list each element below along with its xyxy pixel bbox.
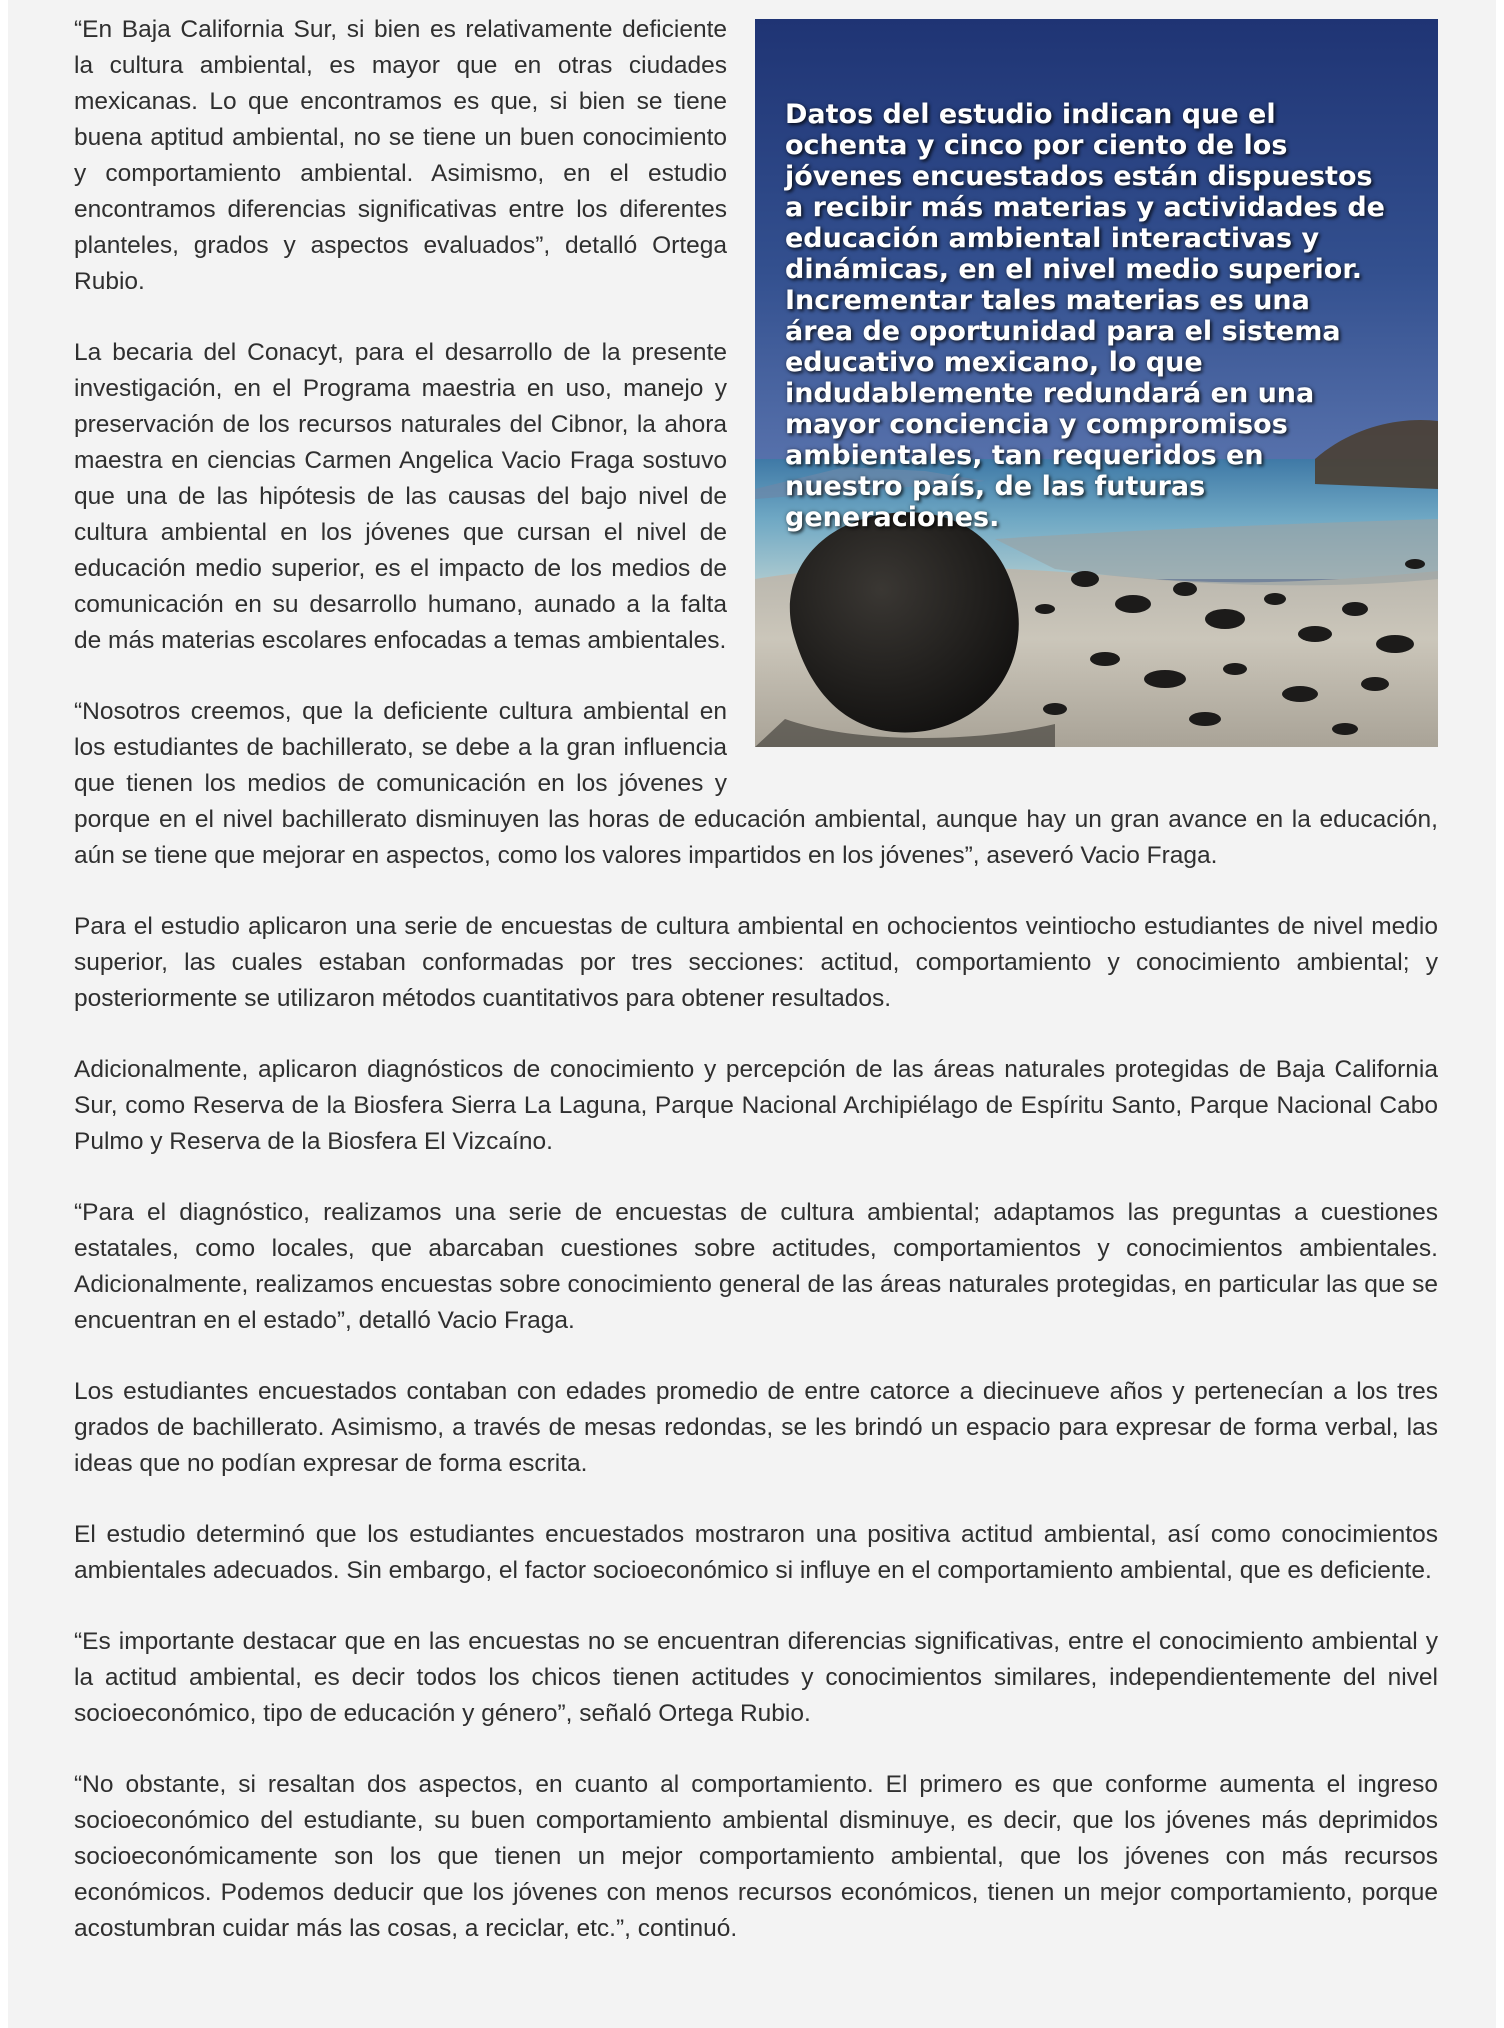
paragraph: Adicionalmente, aplicaron diagnósticos de conocimiento y percepción de las áreas naturales protegidas de Baja California Sur, como Reserva de la Biosfera Sierra La Laguna, Parque Nacional Archipiélago de Espíritu Santo, Parque Nacional Cabo Pulmo y Reserva de la Biosfera El Vizcaíno. — [74, 1056, 1438, 1155]
paragraph: Los estudiantes encuestados contaban con edades promedio de entre catorce a diecinueve años y pertenecían a los tres grados de bachillerato. Asimismo, a través de mesas redondas, se les brindó un espacio para expresar de forma verbal, las ideas que no podían expresar de forma escrita. — [74, 1378, 1438, 1477]
article-body — [74, 12, 1438, 1982]
paragraph: La becaria del Conacyt, para el desarrollo de la presente investigación, en el Programa maestria en uso, manejo y preservación de los recursos naturales del Cibnor, la ahora maestra en ciencias Carmen Angelica Vacio Fraga sostuvo que una de las hipótesis de las causas del bajo nivel de cultura ambiental en los jóvenes que cursan el nivel de educación medio superior, es el impacto de los medios de comunicación en su desarrollo humano, aunado a la falta de más materias escolares enfocadas a temas ambientales. — [74, 339, 727, 654]
page — [8, 0, 1496, 2028]
paragraph: “Nosotros creemos, que la deficiente cultura ambiental en los estudiantes de bachillerato, se debe a la gran influencia que tienen los medios de comunicación en los jóvenes y porque en el nivel bachillerato disminuyen las horas de educación ambiental, aunque hay un gran avance en la educación, aún se tiene que mejorar en aspectos, como los valores impartidos en los jóvenes”, aseveró Vacio Fraga. — [74, 698, 1438, 869]
paragraph: “No obstante, si resaltan dos aspectos, en cuanto al comportamiento. El primero es que conforme aumenta el ingreso socioeconómico del estudiante, su buen comportamiento ambiental disminuye, es decir, que los jóvenes más deprimidos socioeconómicamente son los que tienen un mejor comportamiento ambiental, que los jóvenes con más recursos económicos. Podemos deducir que los jóvenes con menos recursos económicos, tienen un mejor comportamiento, porque acostumbran cuidar más las cosas, a reciclar, etc.”, continuó. — [74, 1771, 1438, 1942]
paragraph: Para el estudio aplicaron una serie de encuestas de cultura ambiental en ochocientos veintiocho estudiantes de nivel medio superior, las cuales estaban conformadas por tres secciones: actitud, comportamiento y conocimiento ambiental; y posteriormente se utilizaron métodos cuantitativos para obtener resultados. — [74, 913, 1438, 1012]
paragraph: El estudio determinó que los estudiantes encuestados mostraron una positiva actitud ambiental, así como conocimientos ambientales adecuados. Sin embargo, el factor socioeconómico si influye en el comportamiento ambiental, que es deficiente. — [74, 1521, 1438, 1584]
paragraph: “En Baja California Sur, si bien es relativamente deficiente la cultura ambiental, es mayor que en otras ciudades mexicanas. Lo que encontramos es que, si bien se tiene buena aptitud ambiental, no se tiene un buen conocimiento y comportamiento ambiental. Asimismo, en el estudio encontramos diferencias significativas entre los diferentes planteles, grados y aspectos evaluados”, detalló Ortega Rubio. — [74, 16, 727, 295]
paragraph: “Es importante destacar que en las encuestas no se encuentran diferencias significativas, entre el conocimiento ambiental y la actitud ambiental, es decir todos los chicos tienen actitudes y conocimientos similares, independientemente del nivel socioeconómico, tipo de educación y género”, señaló Ortega Rubio. — [74, 1628, 1438, 1727]
paragraph: “Para el diagnóstico, realizamos una serie de encuestas de cultura ambiental; adaptamos las preguntas a cuestiones estatales, como locales, que abarcaban cuestiones sobre actitudes, comportamientos y conocimientos ambientales. Adicionalmente, realizamos encuestas sobre conocimiento general de las áreas naturales protegidas, en particular las que se encuentran en el estado”, detalló Vacio Fraga. — [74, 1199, 1438, 1334]
figure-caption: Datos del estudio indican que el ochenta y cinco por ciento de los jóvenes encuestados están dispuestos a recibir más materias y actividades de educación ambiental interactivas y dinámicas, en el nivel medio superior. Incrementar tales materias es una área de oportunidad para el sistema educativo mexicano, lo que indudablemente redundará en una mayor conciencia y compromisos ambientales, tan requeridos en nuestro país, de las futuras generaciones. — [785, 99, 1385, 533]
article-figure — [755, 19, 1438, 747]
